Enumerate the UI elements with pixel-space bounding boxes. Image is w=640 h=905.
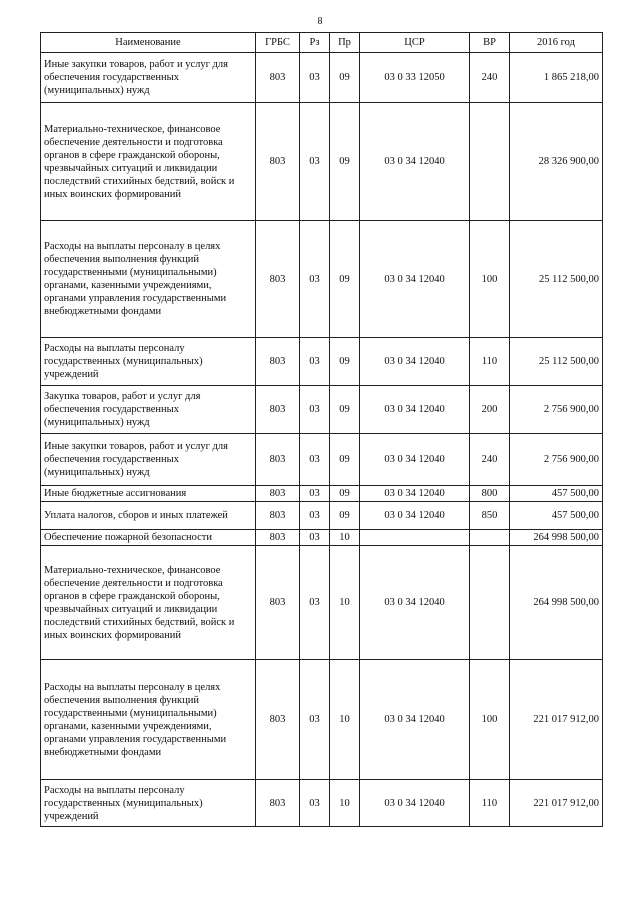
table-row (41, 53, 603, 103)
row-grbs: 803 (256, 338, 300, 386)
row-amount: 2 756 900,00 (510, 434, 603, 486)
table-row (41, 660, 603, 780)
table-row (41, 386, 603, 434)
row-csr: 03 0 33 12050 (360, 53, 470, 103)
row-grbs: 803 (256, 53, 300, 103)
row-grbs: 803 (256, 660, 300, 780)
row-rz: 03 (300, 502, 330, 530)
row-rz: 03 (300, 780, 330, 827)
row-rz: 03 (300, 546, 330, 660)
row-pr: 10 (330, 530, 360, 546)
row-csr: 03 0 34 12040 (360, 502, 470, 530)
row-grbs: 803 (256, 502, 300, 530)
row-vr: 100 (470, 660, 510, 780)
table-row (41, 502, 603, 530)
row-name: Расходы на выплаты персоналу в целях обеспечения выполнения функций государственными (муниципальными) органами, казенными учреждениями, органами управления государственными внебюджетными фондами (41, 660, 256, 780)
row-pr: 09 (330, 53, 360, 103)
row-vr: 110 (470, 780, 510, 827)
table-row (41, 530, 603, 546)
table-row (41, 486, 603, 502)
table-row (41, 780, 603, 827)
row-name: Уплата налогов, сборов и иных платежей (41, 502, 256, 530)
row-amount: 28 326 900,00 (510, 103, 603, 221)
row-amount: 221 017 912,00 (510, 780, 603, 827)
row-csr: 03 0 34 12040 (360, 338, 470, 386)
row-rz: 03 (300, 660, 330, 780)
header-rz: Рз (300, 33, 330, 53)
header-row (41, 33, 603, 53)
row-vr: 200 (470, 386, 510, 434)
row-amount: 2 756 900,00 (510, 386, 603, 434)
budget-table (40, 32, 603, 827)
row-grbs: 803 (256, 434, 300, 486)
row-pr: 10 (330, 660, 360, 780)
table-row (41, 103, 603, 221)
row-amount: 1 865 218,00 (510, 53, 603, 103)
row-vr (470, 530, 510, 546)
row-csr: 03 0 34 12040 (360, 386, 470, 434)
row-vr: 850 (470, 502, 510, 530)
row-rz: 03 (300, 338, 330, 386)
row-name: Иные закупки товаров, работ и услуг для обеспечения государственных (муниципальных) нужд (41, 53, 256, 103)
row-csr (360, 530, 470, 546)
row-pr: 09 (330, 386, 360, 434)
row-csr: 03 0 34 12040 (360, 221, 470, 338)
row-vr: 240 (470, 434, 510, 486)
row-pr: 09 (330, 502, 360, 530)
table-row (41, 546, 603, 660)
row-grbs: 803 (256, 103, 300, 221)
row-amount: 264 998 500,00 (510, 546, 603, 660)
row-vr: 100 (470, 221, 510, 338)
row-grbs: 803 (256, 530, 300, 546)
row-amount: 25 112 500,00 (510, 221, 603, 338)
row-pr: 10 (330, 780, 360, 827)
header-vr: ВР (470, 33, 510, 53)
row-pr: 09 (330, 434, 360, 486)
row-csr: 03 0 34 12040 (360, 546, 470, 660)
row-grbs: 803 (256, 780, 300, 827)
row-name: Иные закупки товаров, работ и услуг для обеспечения государственных (муниципальных) нужд (41, 434, 256, 486)
row-pr: 09 (330, 103, 360, 221)
row-amount: 25 112 500,00 (510, 338, 603, 386)
row-amount: 457 500,00 (510, 502, 603, 530)
row-rz: 03 (300, 53, 330, 103)
row-name: Материально-техническое, финансовое обеспечение деятельности и подготовка органов в сфере гражданской обороны, чрезвычайных ситуаций и ликвидации последствий стихийных бедствий, войск и иных воинских формирований (41, 546, 256, 660)
row-grbs: 803 (256, 486, 300, 502)
row-name: Обеспечение пожарной безопасности (41, 530, 256, 546)
row-pr: 09 (330, 338, 360, 386)
row-csr: 03 0 34 12040 (360, 434, 470, 486)
page-number: 8 (317, 16, 323, 27)
row-vr: 800 (470, 486, 510, 502)
table-row (41, 338, 603, 386)
header-csr: ЦСР (360, 33, 470, 53)
table-row (41, 434, 603, 486)
row-name: Материально-техническое, финансовое обеспечение деятельности и подготовка органов в сфере гражданской обороны, чрезвычайных ситуаций и ликвидации последствий стихийных бедствий, войск и иных воинских формирований (41, 103, 256, 221)
row-vr (470, 103, 510, 221)
row-amount: 457 500,00 (510, 486, 603, 502)
header-grbs: ГРБС (256, 33, 300, 53)
row-name: Иные бюджетные ассигнования (41, 486, 256, 502)
row-vr: 240 (470, 53, 510, 103)
row-grbs: 803 (256, 386, 300, 434)
row-vr (470, 546, 510, 660)
row-name: Расходы на выплаты персоналу государственных (муниципальных) учреждений (41, 780, 256, 827)
row-rz: 03 (300, 386, 330, 434)
row-grbs: 803 (256, 546, 300, 660)
row-rz: 03 (300, 434, 330, 486)
header-year: 2016 год (510, 33, 603, 53)
row-csr: 03 0 34 12040 (360, 486, 470, 502)
row-csr: 03 0 34 12040 (360, 103, 470, 221)
row-rz: 03 (300, 530, 330, 546)
row-rz: 03 (300, 103, 330, 221)
table-row (41, 221, 603, 338)
header-name: Наименование (41, 33, 256, 53)
row-pr: 09 (330, 221, 360, 338)
row-csr: 03 0 34 12040 (360, 780, 470, 827)
row-grbs: 803 (256, 221, 300, 338)
row-pr: 10 (330, 546, 360, 660)
row-name: Расходы на выплаты персоналу в целях обеспечения выполнения функций государственными (муниципальными) органами, казенными учреждениями, органами управления государственными внебюджетными фондами (41, 221, 256, 338)
row-pr: 09 (330, 486, 360, 502)
header-pr: Пр (330, 33, 360, 53)
row-rz: 03 (300, 221, 330, 338)
row-name: Расходы на выплаты персоналу государственных (муниципальных) учреждений (41, 338, 256, 386)
row-vr: 110 (470, 338, 510, 386)
row-name: Закупка товаров, работ и услуг для обеспечения государственных (муниципальных) нужд (41, 386, 256, 434)
row-amount: 221 017 912,00 (510, 660, 603, 780)
row-amount: 264 998 500,00 (510, 530, 603, 546)
row-csr: 03 0 34 12040 (360, 660, 470, 780)
row-rz: 03 (300, 486, 330, 502)
